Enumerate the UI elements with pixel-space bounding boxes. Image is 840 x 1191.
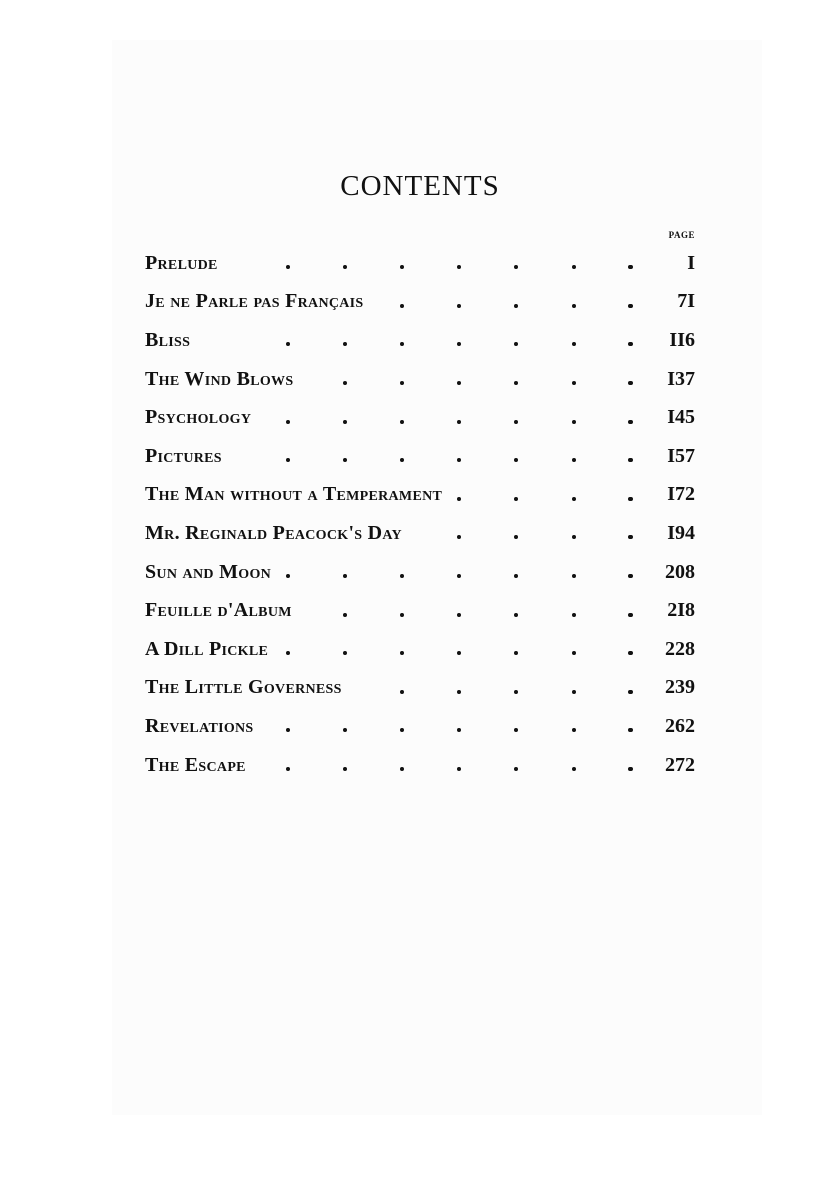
entry-title: Bliss bbox=[145, 328, 191, 351]
toc-entry-psychology[interactable] bbox=[145, 398, 695, 437]
leader-dot bbox=[629, 651, 633, 655]
leader-dot bbox=[400, 458, 404, 462]
leader-dot bbox=[572, 651, 576, 655]
leader-dot bbox=[400, 381, 404, 385]
leader-dot bbox=[628, 574, 632, 578]
leader-dot bbox=[514, 574, 518, 578]
leader-dot bbox=[400, 651, 404, 655]
leader-dot bbox=[286, 265, 290, 269]
leader-dot bbox=[628, 613, 632, 617]
entry-page-number: II6 bbox=[663, 321, 695, 360]
entry-page-number: I57 bbox=[661, 437, 695, 476]
leader-dot bbox=[572, 613, 576, 617]
toc-entry-the-escape[interactable] bbox=[145, 746, 695, 785]
leader-dot bbox=[628, 458, 632, 462]
toc-entry-mr-reginald-peacocks-day[interactable] bbox=[145, 514, 695, 553]
leader-dot bbox=[343, 767, 347, 771]
leader-dot bbox=[628, 651, 632, 655]
leader-dot bbox=[514, 304, 518, 308]
leader-dot bbox=[514, 613, 518, 617]
entry-title: The Little Governess bbox=[145, 676, 342, 699]
leader-dot bbox=[514, 690, 518, 694]
leader-dot bbox=[514, 767, 518, 771]
leader-dot bbox=[628, 304, 632, 308]
leader-dot bbox=[400, 767, 404, 771]
leader-dot bbox=[400, 690, 404, 694]
leader-dot bbox=[514, 728, 518, 732]
leader-dot bbox=[628, 690, 632, 694]
leader-dot bbox=[629, 535, 633, 539]
leader-dot bbox=[457, 497, 461, 501]
leader-dot bbox=[400, 728, 404, 732]
leader-dot bbox=[457, 420, 461, 424]
leader-dot bbox=[629, 342, 633, 346]
leader-dot bbox=[514, 342, 518, 346]
toc-entry-sun-and-moon[interactable] bbox=[145, 553, 695, 592]
leader-dot bbox=[286, 574, 290, 578]
toc-entry-the-little-governess[interactable] bbox=[145, 669, 695, 708]
leader-dot bbox=[400, 342, 404, 346]
entry-page-number: 239 bbox=[659, 669, 695, 708]
entry-page-number: I37 bbox=[661, 360, 695, 399]
entry-page-number: I72 bbox=[661, 476, 695, 515]
entry-title: Revelations bbox=[145, 714, 254, 737]
toc-entry-pictures[interactable] bbox=[145, 437, 695, 476]
leader-dot bbox=[457, 613, 461, 617]
leader-dot bbox=[400, 420, 404, 424]
entry-title: The Man without a Temperament bbox=[145, 483, 443, 506]
leader-dot bbox=[629, 767, 633, 771]
toc-entry-the-man-without-a-temperament[interactable] bbox=[145, 476, 695, 515]
leader-dot bbox=[343, 728, 347, 732]
leader-dot bbox=[343, 420, 347, 424]
leader-dot bbox=[514, 420, 518, 424]
entry-page-number: 272 bbox=[659, 746, 695, 785]
leader-dot bbox=[629, 613, 633, 617]
leader-dot bbox=[628, 767, 632, 771]
leader-dot bbox=[457, 651, 461, 655]
leader-dot bbox=[572, 690, 576, 694]
leader-dot bbox=[514, 381, 518, 385]
entry-page-number: 262 bbox=[659, 707, 695, 746]
leader-dot bbox=[572, 458, 576, 462]
leader-dot bbox=[628, 420, 632, 424]
entry-title: Mr. Reginald Peacock's Day bbox=[145, 521, 402, 544]
leader-dot bbox=[457, 690, 461, 694]
leader-dot bbox=[514, 651, 518, 655]
entry-page-number: I45 bbox=[661, 398, 695, 437]
leader-dot bbox=[572, 304, 576, 308]
leader-dot bbox=[572, 728, 576, 732]
leader-dot bbox=[457, 265, 461, 269]
leader-dot bbox=[629, 728, 633, 732]
leader-dot bbox=[514, 497, 518, 501]
leader-dot bbox=[629, 304, 633, 308]
leader-dot bbox=[628, 535, 632, 539]
entry-title: Psychology bbox=[145, 406, 252, 429]
leader-dot bbox=[286, 342, 290, 346]
entry-title: The Escape bbox=[145, 753, 246, 776]
entry-page-number: I bbox=[681, 244, 695, 283]
leader-dot bbox=[400, 574, 404, 578]
toc-entry-a-dill-pickle[interactable] bbox=[145, 630, 695, 669]
leader-dot bbox=[286, 420, 290, 424]
entry-title: Feuille d'Album bbox=[145, 599, 292, 622]
leader-dot bbox=[629, 265, 633, 269]
leader-dot bbox=[343, 613, 347, 617]
leader-dot bbox=[629, 458, 633, 462]
leader-dot bbox=[286, 767, 290, 771]
toc-entry-bliss[interactable] bbox=[145, 321, 695, 360]
table-of-contents bbox=[145, 244, 695, 784]
leader-dot bbox=[457, 342, 461, 346]
leader-dot bbox=[400, 613, 404, 617]
entry-title: Sun and Moon bbox=[145, 560, 272, 583]
leader-dot bbox=[400, 265, 404, 269]
leader-dot bbox=[628, 265, 632, 269]
leader-dot bbox=[457, 535, 461, 539]
leader-dot bbox=[572, 420, 576, 424]
leader-dot bbox=[343, 381, 347, 385]
leader-dot bbox=[286, 728, 290, 732]
entry-page-number: 2I8 bbox=[661, 591, 695, 630]
entry-page-number: 208 bbox=[659, 553, 695, 592]
toc-entry-je-ne-parle-pas-francais[interactable] bbox=[145, 283, 695, 322]
leader-dot bbox=[572, 265, 576, 269]
leader-dot bbox=[514, 265, 518, 269]
leader-dot bbox=[343, 651, 347, 655]
entry-page-number: I94 bbox=[661, 514, 695, 553]
leader-dot bbox=[629, 497, 633, 501]
leader-dot bbox=[457, 574, 461, 578]
contents-heading: CONTENTS bbox=[340, 170, 500, 202]
page-column-label: PAGE bbox=[668, 230, 695, 240]
toc-entry-revelations[interactable] bbox=[145, 707, 695, 746]
leader-dot bbox=[629, 420, 633, 424]
leader-dot bbox=[628, 381, 632, 385]
entry-title: A Dill Pickle bbox=[145, 637, 269, 660]
entry-title: The Wind Blows bbox=[145, 367, 294, 390]
leader-dot bbox=[572, 767, 576, 771]
toc-entry-feuille-dalbum[interactable] bbox=[145, 591, 695, 630]
leader-dot bbox=[572, 574, 576, 578]
leader-dot bbox=[572, 535, 576, 539]
leader-dot bbox=[514, 535, 518, 539]
leader-dot bbox=[343, 342, 347, 346]
leader-dot bbox=[343, 265, 347, 269]
leader-dot bbox=[628, 342, 632, 346]
leader-dot bbox=[286, 458, 290, 462]
leader-dot bbox=[572, 497, 576, 501]
dot-leader bbox=[145, 244, 695, 283]
leader-dot bbox=[457, 458, 461, 462]
leader-dot bbox=[457, 767, 461, 771]
leader-dot bbox=[629, 381, 633, 385]
dot-leader bbox=[145, 321, 695, 360]
leader-dot bbox=[572, 381, 576, 385]
entry-title: Prelude bbox=[145, 251, 218, 274]
entry-page-number: 228 bbox=[659, 630, 695, 669]
toc-entry-the-wind-blows[interactable] bbox=[145, 360, 695, 399]
leader-dot bbox=[628, 497, 632, 501]
entry-page-number: 7I bbox=[671, 283, 695, 322]
leader-dot bbox=[343, 458, 347, 462]
leader-dot bbox=[457, 304, 461, 308]
leader-dot bbox=[400, 304, 404, 308]
leader-dot bbox=[286, 651, 290, 655]
leader-dot bbox=[343, 574, 347, 578]
entry-title: Je ne Parle pas Français bbox=[145, 290, 364, 313]
entry-title: Pictures bbox=[145, 444, 222, 467]
leader-dot bbox=[628, 728, 632, 732]
leader-dot bbox=[514, 458, 518, 462]
leader-dot bbox=[457, 381, 461, 385]
leader-dot bbox=[572, 342, 576, 346]
leader-dot bbox=[629, 574, 633, 578]
leader-dot bbox=[629, 690, 633, 694]
toc-entry-prelude[interactable] bbox=[145, 244, 695, 283]
leader-dot bbox=[457, 728, 461, 732]
